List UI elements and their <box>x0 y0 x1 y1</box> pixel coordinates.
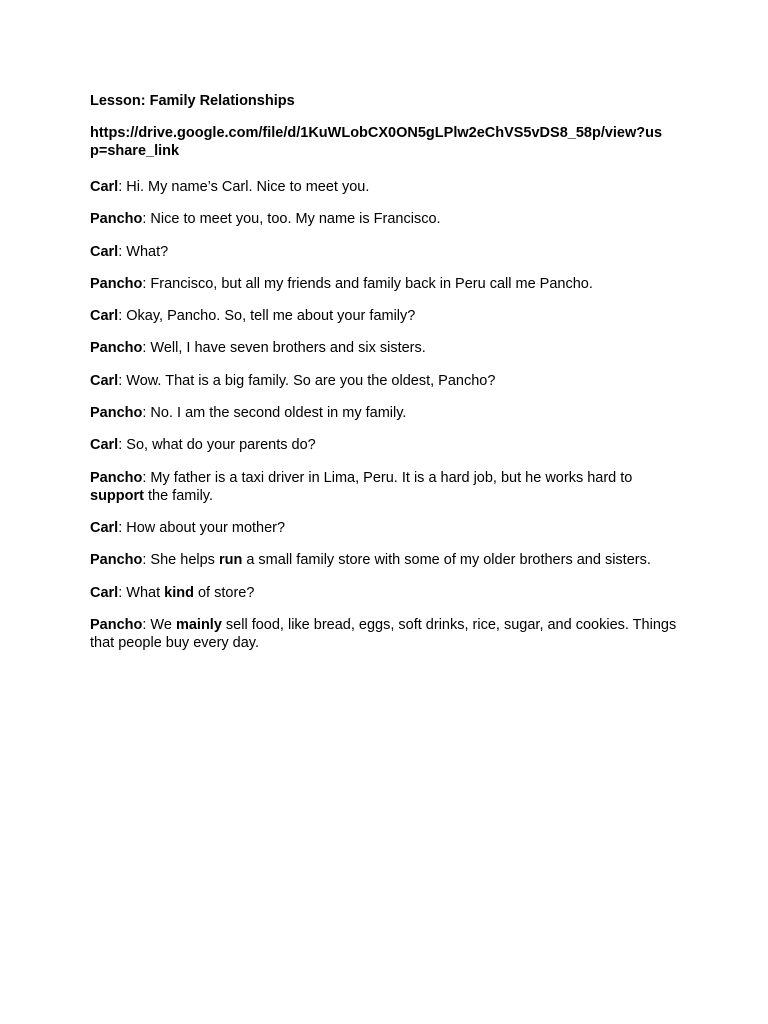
speaker-name: Carl <box>90 308 119 325</box>
speaker-name: Pancho <box>90 469 143 486</box>
dialogue-text: : She helps <box>142 552 219 569</box>
speaker-name: Carl <box>90 243 119 260</box>
speaker-name: Pancho <box>90 552 143 569</box>
dialogue-text: : Well, I have seven brothers and six sisters. <box>142 340 426 357</box>
dialogue-line <box>90 178 690 196</box>
dialogue-text: : My father is a taxi driver in Lima, Peru. It is a hard job, but he works hard to <box>142 469 633 486</box>
speaker-name: Carl <box>90 519 119 536</box>
vocabulary-word: kind <box>164 584 194 601</box>
dialogue-text: : What <box>118 584 165 601</box>
dialogue-text: : How about your mother? <box>118 519 286 536</box>
dialogue-text: sell food, like bread, eggs, soft drinks, rice, sugar, and cookies. Things that people buy every day. <box>90 616 677 651</box>
lesson-title: Lesson: Family Relationships <box>90 93 295 109</box>
dialogue <box>90 178 690 652</box>
dialogue-line <box>90 551 690 569</box>
speaker-name: Pancho <box>90 616 143 633</box>
dialogue-text: a small family store with some of my older brothers and sisters. <box>242 552 651 569</box>
dialogue-text: : We <box>142 616 176 633</box>
speaker-name: Carl <box>90 584 119 601</box>
dialogue-line <box>90 339 690 357</box>
speaker-name: Pancho <box>90 275 143 292</box>
dialogue-line <box>90 519 690 537</box>
speaker-name: Pancho <box>90 211 143 228</box>
vocabulary-word: mainly <box>175 616 222 633</box>
dialogue-line <box>90 210 690 228</box>
dialogue-line <box>90 616 690 652</box>
vocabulary-word: run <box>218 552 243 569</box>
speaker-name: Carl <box>90 437 119 454</box>
speaker-name: Pancho <box>90 405 143 422</box>
speaker-name: Carl <box>90 179 119 195</box>
share-link[interactable]: https://drive.google.com/file/d/1KuWLobCX0ON5gLPlw2eChVS5vDS8_58p/view?usp=share_link <box>90 125 663 159</box>
dialogue-line <box>90 404 690 422</box>
dialogue-text: : Okay, Pancho. So, tell me about your family? <box>118 308 416 325</box>
dialogue-text: : No. I am the second oldest in my family. <box>142 405 407 422</box>
dialogue-text: : Francisco, but all my friends and family back in Peru call me Pancho. <box>142 275 593 292</box>
dialogue-line <box>90 275 690 293</box>
document-body <box>90 92 690 666</box>
dialogue-text: : Nice to meet you, too. My name is Francisco. <box>142 211 441 228</box>
vocabulary-word: support <box>90 487 144 504</box>
dialogue-text: : Wow. That is a big family. So are you the oldest, Pancho? <box>118 372 496 389</box>
dialogue-line <box>90 372 690 390</box>
speaker-name: Carl <box>90 372 119 389</box>
dialogue-line <box>90 436 690 454</box>
dialogue-text: : What? <box>118 243 169 260</box>
dialogue-line <box>90 469 690 505</box>
dialogue-text: : So, what do your parents do? <box>118 437 316 454</box>
dialogue-line <box>90 243 690 261</box>
dialogue-text: the family. <box>143 487 213 504</box>
dialogue-text: : Hi. My name’s Carl. Nice to meet you. <box>118 179 370 195</box>
dialogue-text: of store? <box>193 584 255 601</box>
dialogue-line <box>90 584 690 602</box>
dialogue-line <box>90 307 690 325</box>
speaker-name: Pancho <box>90 340 143 357</box>
